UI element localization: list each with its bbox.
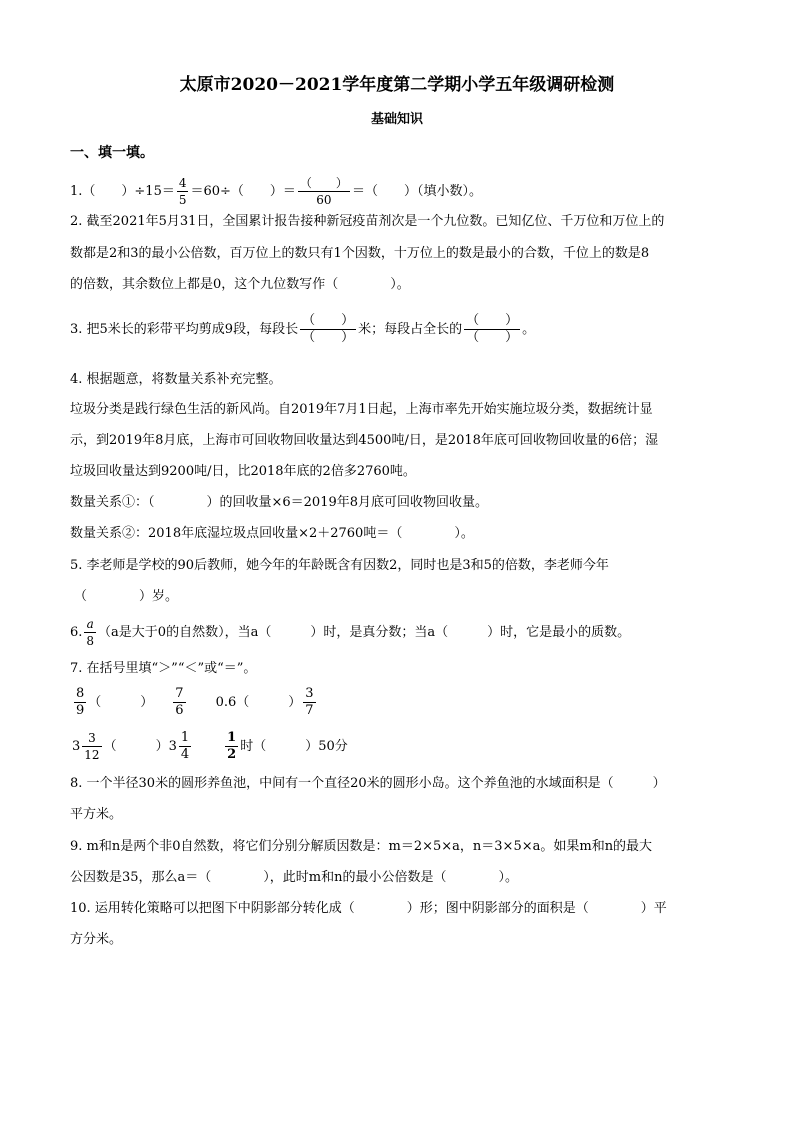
q1-text-a: 1.（ ）÷15＝ [70, 184, 175, 199]
q7-m1-blank: （ ） [103, 739, 169, 754]
q7-p2-fraction [173, 686, 185, 719]
q10-line-2: 方分米。 [70, 932, 123, 947]
q7-p3-fraction [303, 686, 315, 719]
q3-f1-num: （ ） [302, 313, 355, 328]
q2-line-3: 的倍数，其余数位上都是0，这个九位数写作（ ）。 [70, 277, 410, 292]
q9-line-2: 公因数是35，那么a＝（ ），此时m和n的最小公倍数是（ ）。 [70, 870, 518, 885]
q1-frac2-num: （ ） [299, 176, 348, 190]
q3-fraction-1 [300, 313, 356, 346]
q2-line-1: 2. 截至2021年5月31日，全国累计报告接种新冠疫苗剂次是一个九位数。已知亿位、千万位和万位上的 [70, 214, 665, 229]
q7-m2-whole: 3 [168, 739, 177, 754]
q7-m1-num: 3 [82, 730, 101, 747]
q3-f2-den: （ ） [466, 330, 519, 345]
q7-p3-num: 3 [305, 686, 314, 701]
q7-p3-den: 7 [305, 703, 314, 718]
q7-m2-den: 4 [180, 747, 190, 762]
q7-row-1 [72, 686, 318, 719]
q6-f-num: a [84, 616, 96, 633]
q7-m2-fraction [179, 730, 191, 763]
q3-text-c: 。 [522, 322, 536, 337]
q2-line-2: 数都是2和3的最小公倍数，百万位上的数只有1个因数，十万位上的数是最小的合数，千位上的数是8 [70, 246, 650, 261]
q7-m2-num: 1 [180, 730, 190, 745]
q7-m1-fraction [82, 730, 101, 763]
q5-line-1: 5. 李老师是学校的90后教师，她今年的年龄既含有因数2，同时也是3和5的倍数，李老师今年 [70, 558, 609, 573]
q8-line-1: 8. 一个半径30米的圆形养鱼池，中间有一个直径20米的圆形小岛。这个养鱼池的水域面积是（ ） [70, 776, 666, 791]
q3-f1-den: （ ） [302, 330, 355, 345]
q4-line-3: 示，到2019年8月底，上海市可回收物回收量达到4500吨/日，是2018年底可回收物回收量的6倍；湿 [70, 433, 659, 448]
page-subtitle: 基础知识 [370, 112, 423, 127]
q1-text-c: ＝（ ）（填小数）。 [351, 184, 482, 199]
q7-p1-den: 9 [76, 703, 85, 718]
q7-line-1: 7. 在括号里填“＞”“＜”或“＝”。 [70, 661, 257, 676]
q9-line-1: 9. m和n是两个非0自然数，将它们分别分解质因数是：m＝2×5×a，n＝3×5×a。如果m和n的最大 [70, 839, 653, 854]
q7-m3-den: 2 [227, 747, 237, 762]
q1-frac1-den: 5 [178, 193, 187, 207]
q4-line-2: 垃圾分类是践行绿色生活的新风尚。自2019年7月1日起，上海市率先开始实施垃圾分类，数据统计显 [70, 402, 653, 417]
q7-p1-blank: （ ） [88, 695, 154, 710]
section-heading: 一、填一填。 [70, 145, 154, 161]
q7-m1-whole: 3 [72, 739, 81, 754]
q4-line-1: 4. 根据题意，将数量关系补充完整。 [70, 372, 282, 387]
q7-p1-num: 8 [76, 686, 85, 701]
q8-line-2: 平方米。 [70, 807, 123, 822]
q6-fraction [84, 616, 96, 649]
q3-text-b: 米；每段占全长的 [358, 322, 463, 337]
q10-line-1: 10. 运用转化策略可以把图下中阴影部分转化成（ ）形；图中阴影部分的面积是（ ）平 [70, 901, 667, 916]
q6-f-den: 8 [86, 634, 95, 648]
q3-fraction-2 [464, 313, 520, 346]
q6-text-b: （a是大于0的自然数），当a（ ）时，是真分数；当a（ ）时，它是最小的质数。 [98, 625, 631, 640]
q1-fraction-1 [177, 175, 189, 208]
q3-text-a: 3. 把5米长的彩带平均剪成9段，每段长 [70, 322, 299, 337]
q7-p2-num: 7 [175, 686, 184, 701]
q3-f2-num: （ ） [466, 313, 519, 328]
q7-m3-num: 1 [227, 730, 237, 745]
q1-frac2-den: 60 [316, 193, 332, 207]
q7-m1-den: 12 [84, 748, 100, 762]
question-6 [70, 616, 630, 649]
q1-text-b: ＝60÷（ ）＝ [190, 184, 296, 199]
q7-row-2 [72, 730, 348, 763]
q7-p1-fraction [74, 686, 86, 719]
q5-line-2: （ ）岁。 [74, 589, 179, 604]
q7-p3-text: 0.6（ ） [215, 695, 302, 710]
page-title: 太原市2020－2021学年度第二学期小学五年级调研检测 [179, 75, 615, 95]
q4-line-4: 垃圾回收量达到9200吨/日，比2018年底的2倍多2760吨。 [70, 464, 416, 479]
question-1 [70, 175, 482, 208]
q6-text-a: 6. [70, 625, 83, 640]
q7-p2-den: 6 [175, 703, 184, 718]
q7-m3-text: 时（ ）50分 [240, 739, 348, 754]
q1-fraction-2 [298, 175, 350, 208]
q4-relation-1: 数量关系①：（ ）的回收量×6＝2019年8月底可回收物回收量。 [70, 495, 489, 510]
question-3 [70, 313, 535, 346]
q7-m3-fraction [225, 730, 238, 763]
q1-frac1-num: 4 [178, 176, 187, 190]
q4-relation-2: 数量关系②：2018年底湿垃圾点回收量×2＋2760吨＝（ ）。 [70, 526, 474, 541]
